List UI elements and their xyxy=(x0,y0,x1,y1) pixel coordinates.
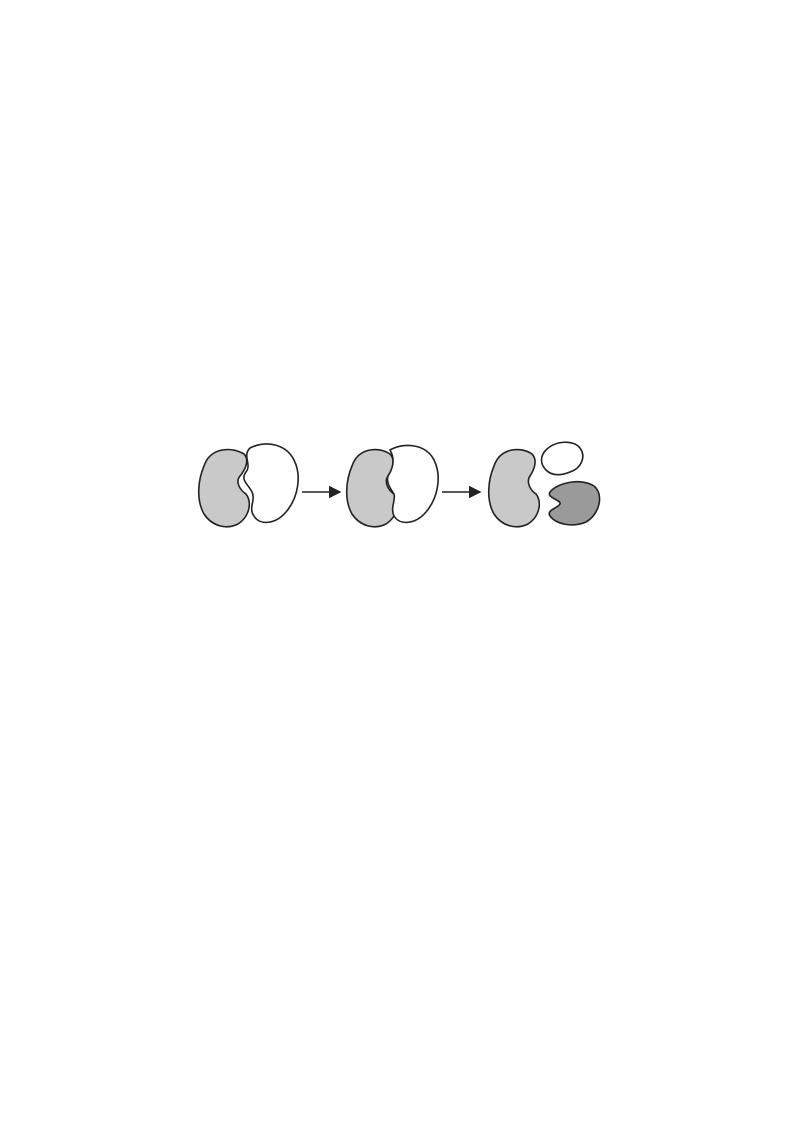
enzyme-a-shape-3 xyxy=(489,450,540,527)
substrate-b-shape-1 xyxy=(244,444,298,522)
membrane-figure xyxy=(120,696,680,776)
enzyme-a-shape-1 xyxy=(199,450,250,527)
product-d-shape xyxy=(549,482,599,525)
product-c-shape xyxy=(542,442,583,475)
enzyme-model-figure xyxy=(190,436,610,536)
substrate-b-shape-2 xyxy=(387,445,438,522)
